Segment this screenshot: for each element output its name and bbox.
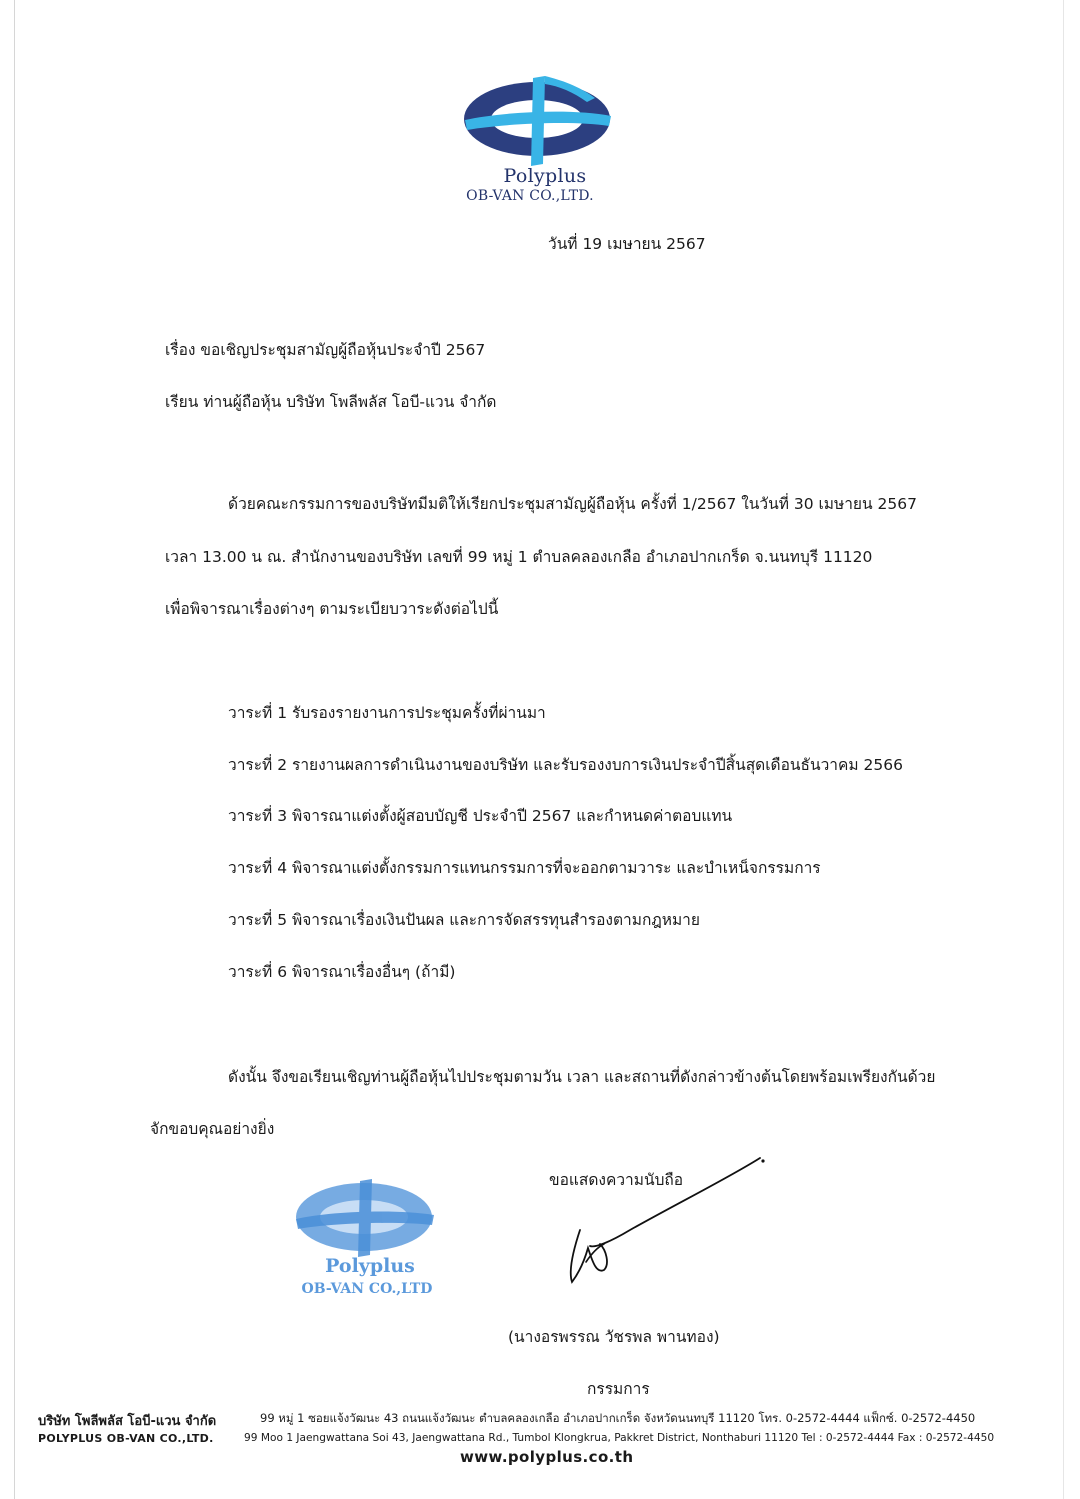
logo-company-subname: OB-VAN CO.,LTD. [466,188,594,204]
footer-website: www.polyplus.co.th [460,1448,634,1466]
logo-company-name: Polyplus [503,165,587,187]
footer-company-th: บริษัท โพลีพลัส โอบี-แวน จำกัด [38,1414,217,1429]
closing-line-1: ดังนั้น จึงขอเรียนเชิญท่านผู้ถือหุ้นไปประชุมตามวัน เวลา และสถานที่ดังกล่าวข้างต้นโดยพร้อมเพรียงกันด้วย [228,1068,936,1086]
stamp-emblem-icon [282,1175,457,1260]
page-right-edge [1063,0,1064,1499]
body-line-1: ด้วยคณะกรรมการของบริษัทมีมติให้เรียกประชุมสามัญผู้ถือหุ้น ครั้งที่ 1/2567 ในวันที่ 30 เมษายน 2567 [228,495,917,513]
regards-text: ขอแสดงความนับถือ [549,1171,684,1189]
handwritten-signature [560,1152,780,1292]
logo-emblem-icon [461,72,621,167]
agenda-item-5: วาระที่ 5 พิจารณาเรื่องเงินปันผล และการจัดสรรทุนสำรองตามกฎหมาย [228,911,700,929]
company-logo [455,72,625,212]
agenda-item-3: วาระที่ 3 พิจารณาแต่งตั้งผู้สอบบัญชี ประจำปี 2567 และกำหนดค่าตอบแทน [228,807,733,825]
agenda-item-1: วาระที่ 1 รับรองรายงานการประชุมครั้งที่ผ่านมา [228,704,546,722]
letter-subject: เรื่อง ขอเชิญประชุมสามัญผู้ถือหุ้นประจำปี 2567 [165,341,486,359]
footer-address-th: 99 หมู่ 1 ซอยแจ้งวัฒนะ 43 ถนนแจ้งวัฒนะ ตำบลคลองเกลือ อำเภอปากเกร็ด จังหวัดนนทบุรี 11120 โทร. 0-2572-4444 แฟ็กซ์. 0-2572-4450 [260,1411,976,1425]
agenda-item-4: วาระที่ 4 พิจารณาแต่งตั้งกรรมการแทนกรรมการที่จะออกตามวาระ และบำเหน็จกรรมการ [228,859,821,877]
signer-position: กรรมการ [587,1380,650,1398]
company-stamp [282,1175,457,1310]
footer-address-en: 99 Moo 1 Jaengwattana Soi 43, Jaengwattana Rd., Tumbol Klongkrua, Pakkret District, Nonthaburi 11120 Tel : 0-2572-4444 Fax : 0-2572-4450 [244,1432,995,1444]
closing-line-2: จักขอบคุณอย่างยิ่ง [150,1120,275,1138]
body-line-3: เพื่อพิจารณาเรื่องต่างๆ ตามระเบียบวาระดังต่อไปนี้ [165,600,499,618]
stamp-company-subname: OB-VAN CO.,LTD [301,1281,433,1297]
letter-recipient: เรียน ท่านผู้ถือหุ้น บริษัท โพลีพลัส โอบี-แวน จำกัด [165,393,497,411]
footer-company-en: POLYPLUS OB-VAN CO.,LTD. [38,1432,214,1445]
stamp-company-name: Polyplus [325,1255,415,1277]
agenda-item-2: วาระที่ 2 รายงานผลการดำเนินงานของบริษัท และรับรองงบการเงินประจำปีสิ้นสุดเดือนธันวาคม 2566 [228,756,903,774]
signer-name: (นางอรพรรณ วัชรพล พานทอง) [508,1328,720,1346]
agenda-item-6: วาระที่ 6 พิจารณาเรื่องอื่นๆ (ถ้ามี) [228,963,456,981]
letter-date: วันที่ 19 เมษายน 2567 [548,235,706,253]
body-line-2: เวลา 13.00 น ณ. สำนักงานของบริษัท เลขที่ 99 หมู่ 1 ตำบลคลองเกลือ อำเภอปากเกร็ด จ.นนทบุรี 11120 [165,548,873,566]
page-left-edge [14,0,15,1499]
